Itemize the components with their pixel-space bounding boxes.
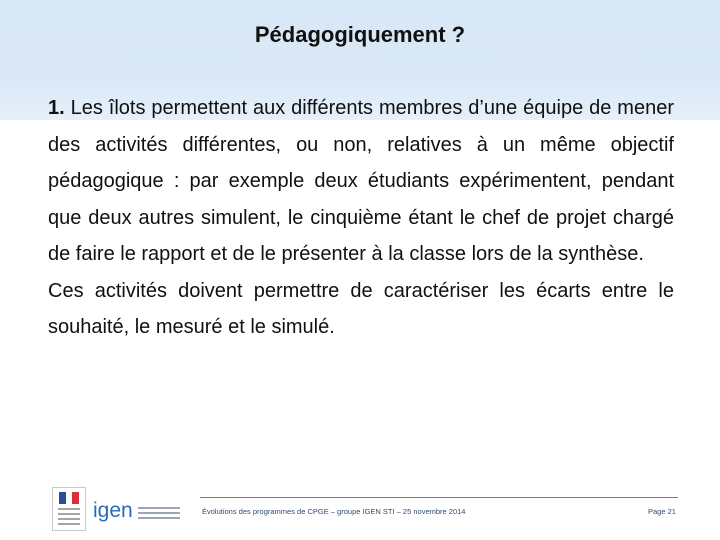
paragraph-2: Ces activités doivent permettre de caractériser les écarts entre le souhaité, le mesuré et le simulé. (48, 279, 674, 338)
footer-divider (200, 497, 678, 498)
french-flag-icon (59, 492, 79, 504)
footer-caption: Évolutions des programmes de CPGE – groupe IGEN STI – 25 novembre 2014 (202, 507, 466, 516)
slide-body (48, 90, 674, 346)
paragraph-1-text: Les îlots permettent aux différents membres d’une équipe de mener des activités différentes, ou non, relatives à un même objectif pédagogique : par exemple deux étudiants expérimentent, pendant que deux autres simulent, le cinquième étant le chef de projet chargé de faire le rapport et de le présenter à la classe lors de la synthèse. (48, 97, 674, 265)
paragraph-1 (48, 90, 674, 273)
page-number: Page 21 (648, 507, 676, 516)
paragraph-number: 1. (48, 97, 65, 119)
igen-logo-subtitle (138, 507, 180, 522)
marianne-logo-icon (52, 487, 86, 531)
igen-logo-icon: igen (93, 499, 133, 522)
slide-title: Pédagogiquement ? (254, 22, 466, 47)
footer (0, 485, 720, 540)
